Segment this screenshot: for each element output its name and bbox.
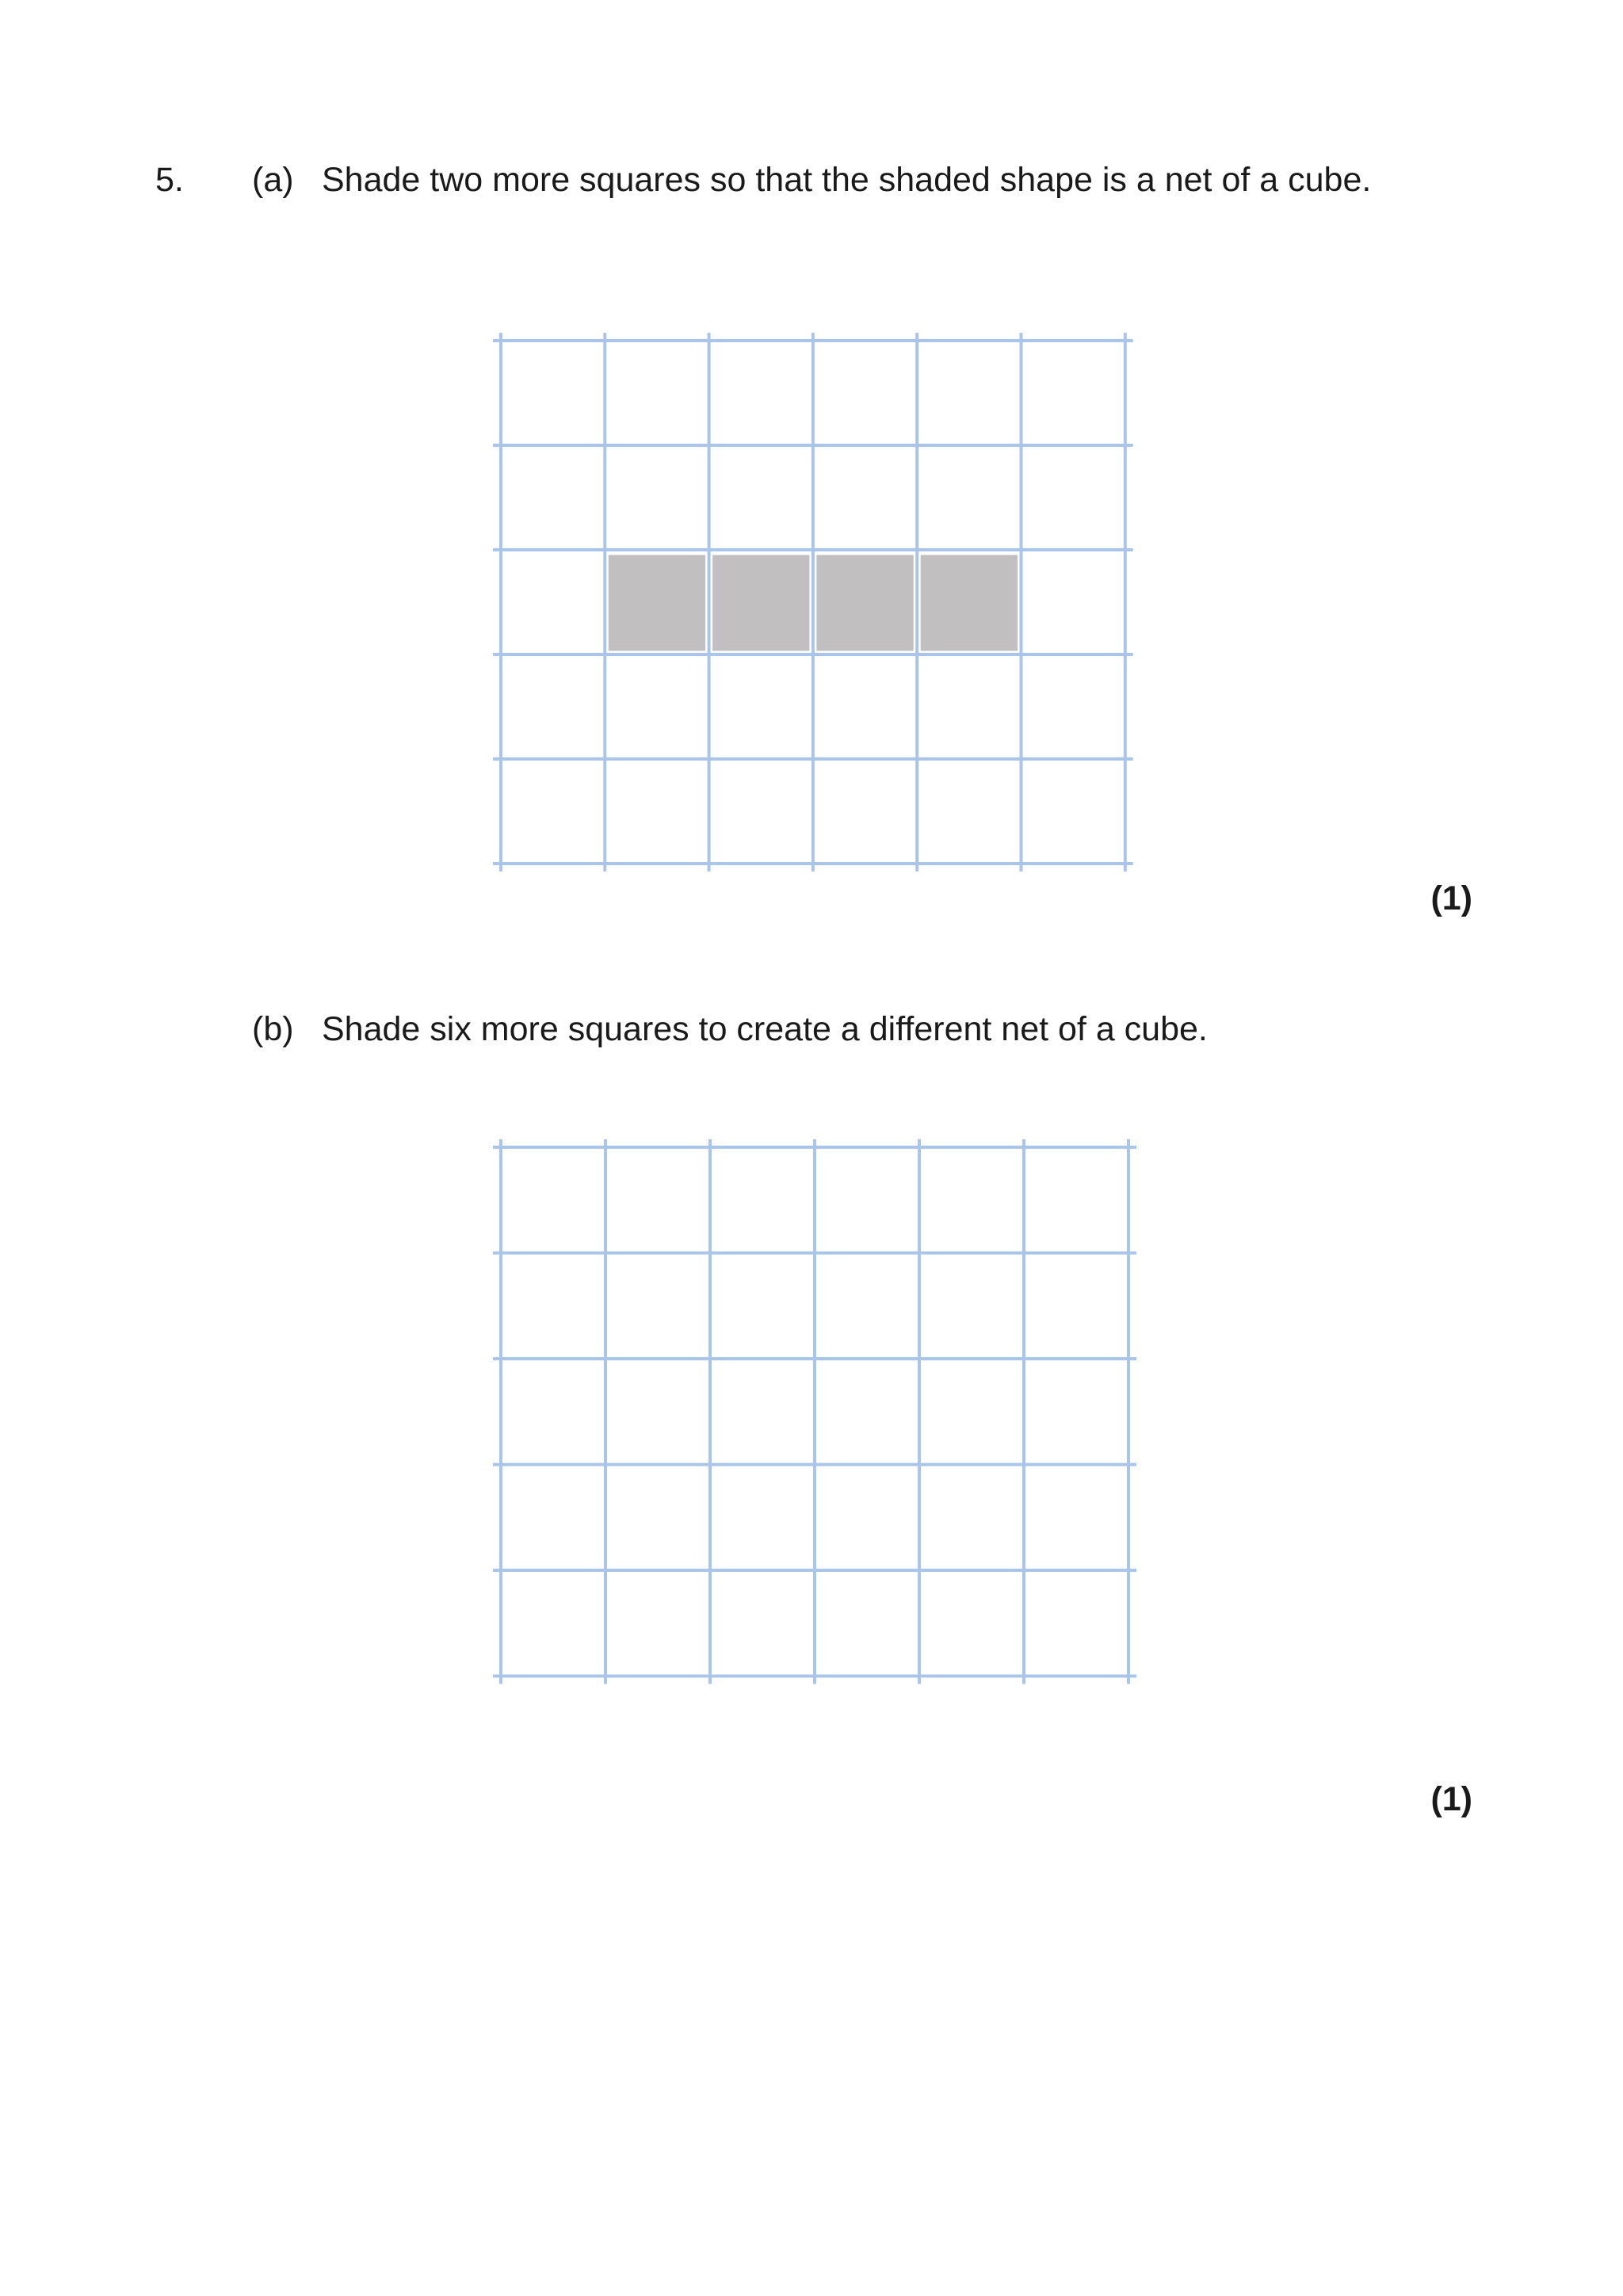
part-b-instruction: Shade six more squares to create a different net of a cube.: [322, 1010, 1208, 1048]
part-a-instruction: Shade two more squares so that the shaded shape is a net of a cube.: [322, 161, 1372, 199]
part-a-grid: [485, 325, 1135, 871]
part-b-marks: (1): [1430, 1780, 1472, 1818]
part-b-label: (b): [252, 1010, 294, 1048]
part-a-shaded-cell-2-4: [919, 554, 1018, 652]
question-number: 5.: [155, 161, 184, 199]
part-a-shaded-cell-2-2: [712, 554, 811, 652]
part-b-grid: [485, 1131, 1135, 1686]
part-a-shaded-cell-2-1: [607, 554, 706, 652]
part-a-marks: (1): [1430, 879, 1472, 917]
part-a-label: (a): [252, 161, 294, 199]
part-a-shaded-cell-2-3: [815, 554, 915, 652]
